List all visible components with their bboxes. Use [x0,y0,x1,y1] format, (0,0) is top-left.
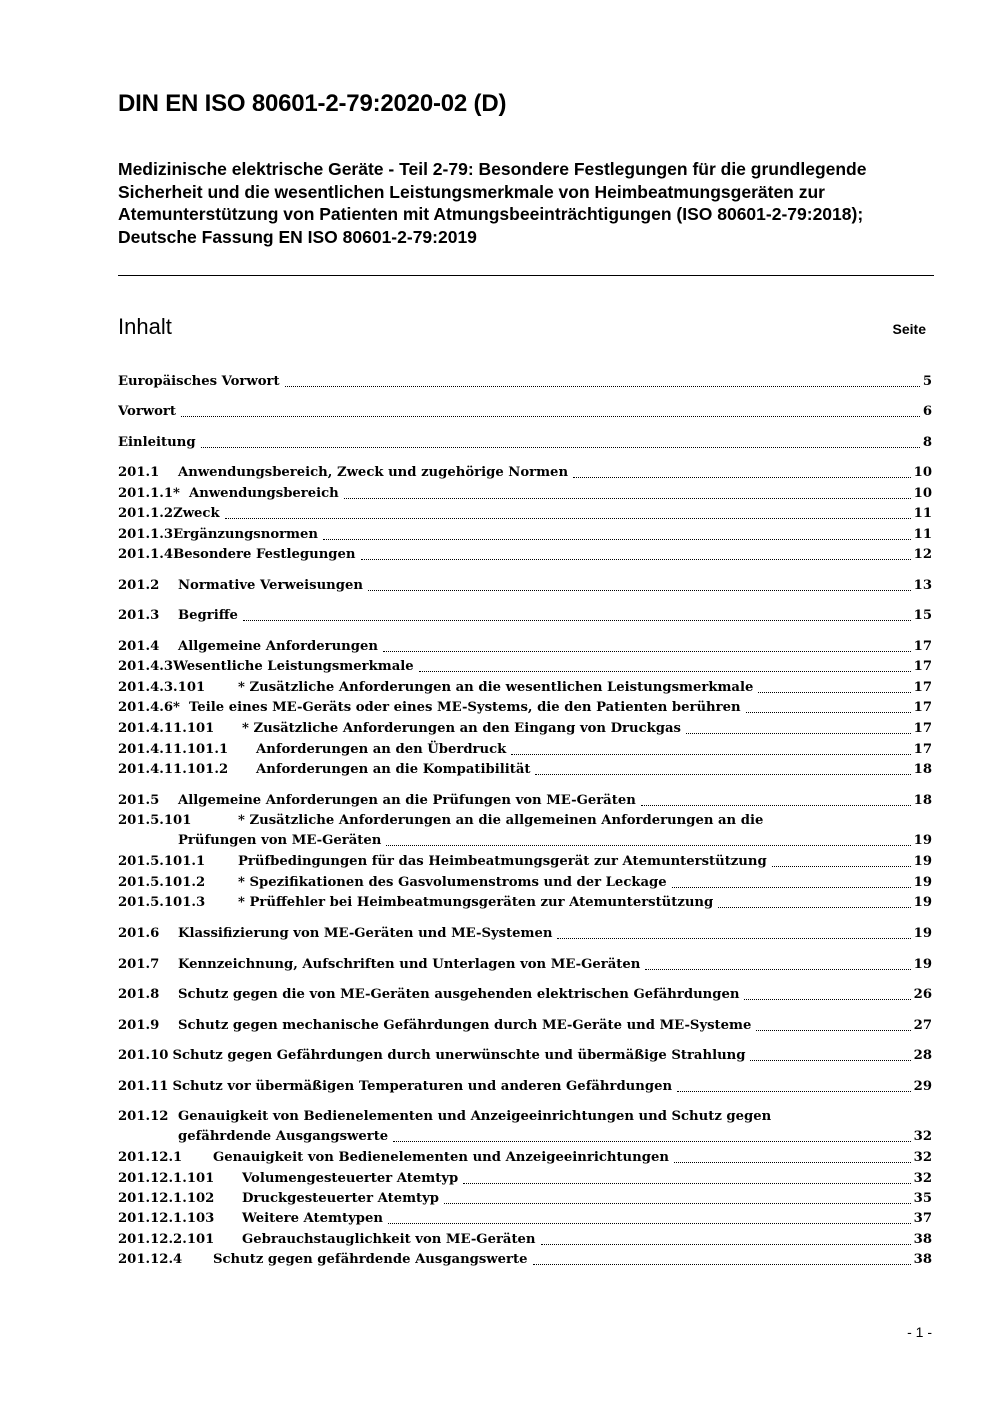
toc-entry-page: 11 [913,504,932,524]
toc-entry-number: 201.4.3 [118,659,174,674]
toc-dot-leader [641,805,911,806]
toc-dot-leader [368,590,911,591]
toc-entry-number: 201.12.1.102 [118,1191,215,1206]
toc-entry-title: Anforderungen an den Überdruck [256,742,507,757]
toc-entry[interactable] [118,811,932,851]
toc-entry-title: * Spezifikationen des Gasvolumenstroms und der Leckage [238,875,667,890]
toc-entry[interactable] [118,1077,932,1097]
toc-entry-title: Wesentliche Leistungsmerkmale [173,659,414,674]
toc-entry[interactable] [118,1148,932,1168]
toc-entry[interactable] [118,657,932,677]
toc-dot-leader [677,1091,911,1092]
toc-dot-leader [388,1223,911,1224]
toc-dot-leader [573,477,911,478]
title-divider [118,275,934,276]
toc-entry[interactable] [118,1107,932,1147]
toc-entry-page: 38 [913,1230,932,1250]
toc-entry[interactable] [118,1169,932,1189]
toc-dot-leader [383,651,911,652]
toc-entry-page: 19 [913,924,932,944]
toc-entry-page: 18 [913,760,932,780]
toc-entry-number: 201.4.11.101.1 [118,742,229,757]
toc-entry-title: Prüfbedingungen für das Heimbeatmungsgerät zur Atemunterstützung [238,854,767,869]
toc-entry-page: 26 [913,985,932,1005]
toc-entry-number: 201.3 [118,608,160,623]
footer-page-number: - 1 - [907,1324,932,1340]
document-title: DIN EN ISO 80601-2-79:2020-02 (D) [118,90,507,117]
toc-entry-title: Normative Verweisungen [178,578,363,593]
toc-entry-title: Volumengesteuerter Atemtyp [242,1171,459,1186]
toc-entry-title-continuation: Prüfungen von ME-Geräten [178,833,382,848]
toc-entry-number: 201.8 [118,987,160,1002]
toc-entry[interactable] [118,791,932,811]
toc-entry-page: 19 [913,893,932,913]
toc-entry-number: 201.7 [118,957,160,972]
toc-entry-title: Kennzeichnung, Aufschriften und Unterlagen von ME-Geräten [178,957,641,972]
toc-entry-number: 201.4.6* [118,700,180,715]
toc-entry-number: 201.12.1 [118,1150,183,1165]
toc-dot-leader [750,1060,910,1061]
toc-entry-page: 17 [913,678,932,698]
toc-dot-leader [541,1244,911,1245]
toc-entry-page: 32 [913,1127,932,1147]
toc-entry-title: Gebrauchstauglichkeit von ME-Geräten [242,1232,536,1247]
toc-entry[interactable] [118,985,932,1005]
toc-entry-page: 15 [913,606,932,626]
toc-entry-title: Druckgesteuerter Atemtyp [242,1191,440,1206]
toc-entry-title: Allgemeine Anforderungen an die Prüfungen von ME-Geräten [178,793,636,808]
toc-entry-title: Weitere Atemtypen [242,1211,383,1226]
toc-entry[interactable] [118,637,932,657]
toc-entry-page: 19 [913,852,932,872]
toc-entry-title-continuation: gefährdende Ausgangswerte [178,1129,389,1144]
toc-dot-leader [533,1264,911,1265]
toc-entry-page: 17 [913,740,932,760]
toc-entry-number: 201.5.101.2 [118,875,206,890]
toc-entry-page: 32 [913,1148,932,1168]
toc-entry-number: 201.5.101.3 [118,895,206,910]
toc-entry-number: 201.6 [118,926,160,941]
toc-entry-number: 201.9 [118,1018,160,1033]
toc-entry-title: Allgemeine Anforderungen [178,639,378,654]
toc-entry-number: 201.2 [118,578,160,593]
toc-dot-leader [744,999,910,1000]
toc-entry-title: Anwendungsbereich, Zweck und zugehörige Normen [178,465,569,480]
toc-entry[interactable] [118,924,932,944]
toc-entry-title: Genauigkeit von Bedienelementen und Anzeigeeinrichtungen und Schutz gegen [178,1109,772,1124]
toc-entry-number: 201.4.3.101 [118,680,206,695]
toc-dot-leader [772,866,911,867]
toc-heading: Inhalt [118,314,172,339]
toc-entry-page: 5 [922,372,932,392]
toc-entry-page: 6 [922,402,932,422]
toc-dot-leader [756,1030,910,1031]
toc-entry-number: 201.12.4 [118,1252,183,1267]
toc-entry-title: Zweck [173,506,220,521]
toc-entry-number: 201.1.2 [118,506,174,521]
toc-entry-page: 28 [913,1046,932,1066]
toc-dot-leader [686,733,911,734]
toc-entry-title: Vorwort [118,404,176,419]
toc-entry-page: 17 [913,637,932,657]
toc-entry-page: 32 [913,1169,932,1189]
toc-entry[interactable] [118,678,932,698]
toc-entry-page: 37 [913,1209,932,1229]
toc-dot-leader [444,1203,911,1204]
toc-dot-leader [285,386,920,387]
toc-entry-title: Ergänzungsnormen [173,527,318,542]
toc-dot-leader [323,539,911,540]
toc-dot-leader [758,692,910,693]
toc-entry-number: 201.1.1* [118,486,180,501]
toc-entry-number: 201.12.2.101 [118,1232,215,1247]
toc-dot-leader [674,1162,911,1163]
toc-entry[interactable] [118,760,932,780]
toc-entry-page: 27 [913,1016,932,1036]
toc-entry-number: 201.11 [118,1079,169,1094]
document-subtitle: Medizinische elektrische Geräte - Teil 2-79: Besondere Festlegungen für die grundlegende Sicherheit und die wesentlichen Leistungsmerkmale von Heimbeatmungsgeräten zur Atemunterstützung von Patienten mit Atmungsbeeinträchtigungen (ISO 80601-2-79:2018); Deutsche Fassung EN ISO 80601-2-79:2019 [118,159,867,247]
toc-entry[interactable] [118,433,932,453]
toc-entry[interactable] [118,955,932,975]
toc-entry[interactable] [118,698,932,718]
toc-dot-leader [718,907,910,908]
toc-entry[interactable] [118,719,932,739]
toc-dot-leader [344,498,911,499]
toc-entry[interactable] [118,1250,932,1270]
toc-dot-leader [201,447,920,448]
toc-entry-page: 17 [913,698,932,718]
toc-dot-leader [386,845,910,846]
toc-dot-leader [672,887,911,888]
toc-entry-number: 201.1.4 [118,547,174,562]
toc-dot-leader [361,559,911,560]
toc-entry-page: 17 [913,719,932,739]
toc-entry-title: Europäisches Vorwort [118,374,280,389]
toc-dot-leader [419,671,911,672]
toc-entry-title: * Zusätzliche Anforderungen an die allgemeinen Anforderungen an die [238,813,764,828]
toc-entry[interactable] [118,852,932,872]
toc-entry-title: Schutz gegen mechanische Gefährdungen durch ME-Geräte und ME-Systeme [178,1018,752,1033]
toc-entry[interactable] [118,372,932,392]
toc-entry-page: 11 [913,525,932,545]
toc-dot-leader [645,969,910,970]
toc-entry-title: Begriffe [178,608,238,623]
toc-entry-page: 10 [913,484,932,504]
toc-dot-leader [393,1141,910,1142]
toc-entry-title: Anforderungen an die Kompatibilität [256,762,531,777]
toc-dot-leader [746,712,911,713]
toc-entry-page: 8 [922,433,932,453]
toc-entry[interactable] [118,402,932,422]
toc-dot-leader [511,754,910,755]
toc-entry-number: 201.1 [118,465,160,480]
toc-dot-leader [225,518,911,519]
toc-entry[interactable] [118,606,932,626]
toc-entry-page: 19 [913,873,932,893]
toc-entry-number: 201.10 [118,1048,169,1063]
toc-entry-number: 201.1.3 [118,527,174,542]
toc-entry-page: 38 [913,1250,932,1270]
toc-entry-page: 17 [913,657,932,677]
toc-dot-leader [535,774,910,775]
toc-dot-leader [463,1183,910,1184]
toc-entry[interactable] [118,1209,932,1229]
toc-dot-leader [557,938,910,939]
toc-entry-title: Genauigkeit von Bedienelementen und Anzeigeeinrichtungen [213,1150,669,1165]
toc-entry-page: 29 [913,1077,932,1097]
toc-entry-page: 19 [913,955,932,975]
toc-entry-number: 201.12.1.101 [118,1171,215,1186]
toc-entry-title: * Zusätzliche Anforderungen an die wesentlichen Leistungsmerkmale [238,680,754,695]
toc-entry-title: Klassifizierung von ME-Geräten und ME-Systemen [178,926,553,941]
toc-entry-title: Einleitung [118,435,196,450]
toc-entry[interactable] [118,893,932,913]
toc-entry-title: * Prüffehler bei Heimbeatmungsgeräten zur Atemunterstützung [238,895,714,910]
toc-entry[interactable] [118,504,932,524]
toc-entry[interactable] [118,576,932,596]
toc-entry-page: 10 [913,463,932,483]
toc-entry[interactable] [118,1016,932,1036]
toc-entry[interactable] [118,525,932,545]
toc-dot-leader [181,416,920,417]
toc-entry-number: 201.5.101 [118,813,192,828]
toc-entry[interactable] [118,1046,932,1066]
toc-entry-number: 201.4 [118,639,160,654]
toc-entry-number: 201.12 [118,1109,169,1124]
toc-entry-title: Schutz vor übermäßigen Temperaturen und anderen Gefährdungen [172,1079,673,1094]
toc-dot-leader [243,620,911,621]
toc-page-column-label: Seite [892,321,926,337]
toc-entry-title: Schutz gegen die von ME-Geräten ausgehenden elektrischen Gefährdungen [178,987,740,1002]
toc-entry[interactable] [118,484,932,504]
toc-entry[interactable] [118,1230,932,1250]
toc-entry-page: 35 [913,1189,932,1209]
toc-entry-number: 201.5.101.1 [118,854,206,869]
toc-entry[interactable] [118,1189,932,1209]
toc-entry-number: 201.4.11.101 [118,721,215,736]
toc-entry-title: Schutz gegen gefährdende Ausgangswerte [213,1252,528,1267]
toc-entry-title: Teile eines ME-Geräts oder eines ME-Systems, die den Patienten berühren [189,700,741,715]
toc-entry-title: Besondere Festlegungen [173,547,356,562]
toc-entry[interactable] [118,873,932,893]
toc-entry[interactable] [118,740,932,760]
toc-entry-page: 12 [913,545,932,565]
toc-entry-title: Anwendungsbereich [189,486,339,501]
toc-entry-number: 201.12.1.103 [118,1211,215,1226]
toc-entry-title: Schutz gegen Gefährdungen durch unerwünschte und übermäßige Strahlung [172,1048,746,1063]
toc-entry[interactable] [118,545,932,565]
toc-entry-number: 201.4.11.101.2 [118,762,229,777]
toc-entry-page: 18 [913,791,932,811]
toc-entry-page: 19 [913,831,932,851]
toc-entry-number: 201.5 [118,793,160,808]
toc-entry-page: 13 [913,576,932,596]
toc-entry-title: * Zusätzliche Anforderungen an den Eingang von Druckgas [242,721,681,736]
toc-entry[interactable] [118,463,932,483]
